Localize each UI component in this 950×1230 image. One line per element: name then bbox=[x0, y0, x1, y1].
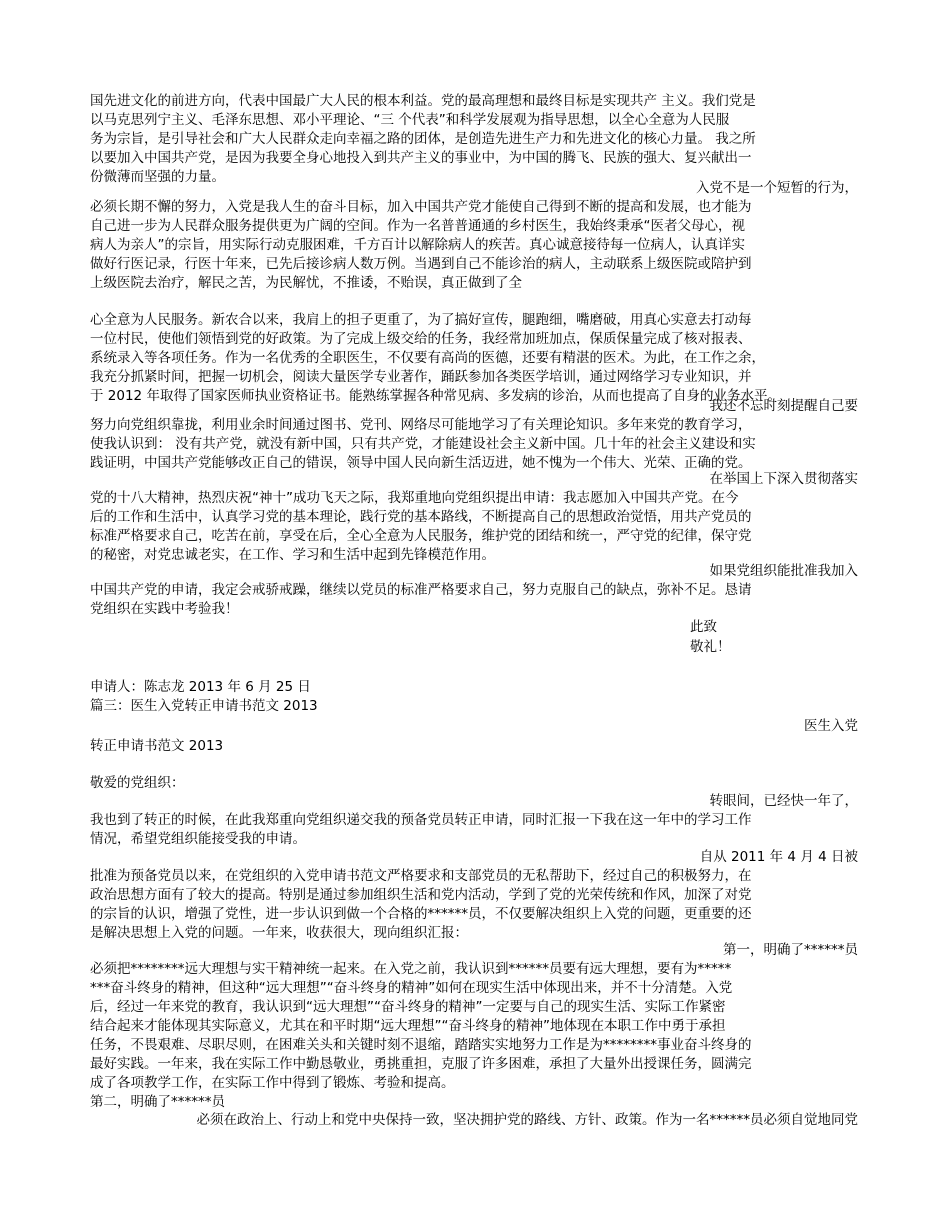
text-line: 务为宗旨，是引导社会和广大人民群众走向幸福之路的团体，是创造先进生产力和先进文化的核心力量。 我之所 bbox=[90, 131, 756, 147]
closing-line: 敬礼！ bbox=[690, 639, 731, 655]
text-line: 的宗旨的认识，增强了党性，进一步认识到做一个合格的******员，不仅要解决组织上入党的问题，更重要的还 bbox=[90, 906, 752, 922]
text-line: 任务，不畏艰难、尽职尽则，在困难关头和关键时刻不退缩，踏踏实实地努力工作是为********事业奋斗终身的 bbox=[90, 1037, 752, 1053]
closing-line: 此致 bbox=[690, 619, 717, 635]
text-line: 转正申请书范文 2013 bbox=[90, 738, 224, 754]
salutation: 敬爱的党组织： bbox=[90, 775, 185, 791]
text-line: 在举国上下深入贯彻落实 bbox=[709, 471, 858, 487]
text-line: 必须长期不懈的努力，入党是我人生的奋斗目标，加入中国共产党才能使自己得到不断的提高和发展，也才能为 bbox=[90, 199, 752, 215]
text-line: 使我认识到： 没有共产党，就没有新中国，只有共产党，才能建设社会主义新中国。几十年的社会主义建设和实 bbox=[90, 436, 756, 452]
text-line: 是解决思想上入党的问题。一年来，收获很大，现向组织汇报： bbox=[90, 925, 468, 941]
text-line: 系统录入等各项任务。作为一名优秀的全职医生，不仅要有高尚的医德，还要有精湛的医术。为此，在工作之余， bbox=[90, 350, 765, 366]
text-line: 情况，希望党组织能接受我的申请。 bbox=[90, 831, 306, 847]
text-line: 党组织在实践中考验我！ bbox=[90, 601, 239, 617]
text-line: 如果党组织能批准我加入 bbox=[709, 563, 858, 579]
text-line: 必须把********远大理想与实干精神统一起来。在入党之前，我认识到******员要有远大理想，要有为***** bbox=[90, 961, 732, 977]
text-line: 以马克思列宁主义、毛泽东思想、邓小平理论、“三 个代表”和科学发展观为指导思想，以全心全意为人民服 bbox=[90, 112, 730, 128]
text-line: 标准严格要求自己，吃苦在前，享受在后，全心全意为人民服务，维护党的团结和统一，严守党的纪律，保守党 bbox=[90, 528, 752, 544]
text-line: 批准为预备党员以来，在党组织的入党申请书范文严格要求和支部党员的无私帮助下，经过自己的积极努力，在 bbox=[90, 868, 752, 884]
text-line: 以要加入中国共产党，是因为我要全身心地投入到共产主义的事业中，为中国的腾飞、民族的强大、复兴献出一 bbox=[90, 150, 752, 166]
signature-line: 申请人：陈志龙 2013 年 6 月 25 日 bbox=[90, 679, 311, 695]
text-line: 上级医院去治疗，解民之苦，为民解忧，不推诿，不贻误，真正做到了全 bbox=[90, 275, 522, 291]
text-line: 第二，明确了******员 bbox=[90, 1094, 225, 1110]
text-line: 一位村民，使他们领悟到党的好政策。为了完成上级交给的任务，我经常加班加点，保质保量完成了核对报表、 bbox=[90, 331, 752, 347]
text-line: 份微薄而坚强的力量。 bbox=[90, 169, 225, 185]
text-line: 自从 2011 年 4 月 4 日被 bbox=[699, 849, 858, 865]
text-line: 我也到了转正的时候，在此我郑重向党组织递交我的预备党员转正申请，同时汇报一下我在这一年中的学习工作 bbox=[90, 812, 752, 828]
text-line: 努力向党组织靠拢，利用业余时间通过图书、党刊、网络尽可能地学习了有关理论知识。多年来党的教育学习， bbox=[90, 417, 752, 433]
text-line: 政治思想方面有了较大的提高。特别是通过参加组织生活和党内活动，学到了党的光荣传统和作风，加深了对党 bbox=[90, 887, 752, 903]
text-line: 我还不忘时刻提醒自己要 bbox=[709, 398, 858, 414]
text-line: 自己进一步为人民群众服务提供更为广阔的空间。作为一名普普通通的乡村医生，我始终秉承“医者父母心，视 bbox=[90, 218, 745, 234]
text-line: 病人为亲人”的宗旨，用实际行动克服困难，千方百计以解除病人的疾苦。真心诚意接待每一位病人，认真详实 bbox=[90, 237, 745, 253]
text-line: 党的十八大精神，热烈庆祝“神十”成功飞天之际，我郑重地向党组织提出申请：我志愿加入中国共产党。在今 bbox=[90, 490, 739, 506]
text-line: 入党不是一个短暂的行为， bbox=[696, 180, 858, 196]
text-line: 成了各项教学工作，在实际工作中得到了锻炼、考验和提高。 bbox=[90, 1075, 455, 1091]
section-heading: 篇三：医生入党转正申请书范文 2013 bbox=[90, 698, 318, 714]
text-line: 心全意为人民服务。新农合以来，我肩上的担子更重了，为了搞好宣传，腿跑细，嘴磨破，用真心实意去打动每 bbox=[90, 312, 752, 328]
text-line: 后的工作和生活中，认真学习党的基本理论，践行党的基本路线，不断提高自己的思想政治觉悟，用共产党员的 bbox=[90, 509, 752, 525]
text-line: 必须在政治上、行动上和党中央保持一致，坚决拥护党的路线、方针、政策。作为一名******员必须自觉地同党 bbox=[196, 1112, 858, 1128]
text-line: 于 2012 年取得了国家医师执业资格证书。能熟练掌握各种常见病、多发病的诊治，从而也提高了自身的业务水平。 bbox=[90, 388, 781, 404]
text-line: 做好行医记录，行医十年来，已先后接诊病人数万例。当遇到自己不能诊治的病人，主动联系上级医院或陪护到 bbox=[90, 256, 752, 272]
text-line: 结合起来才能体现其实际意义，尤其在和平时期“远大理想”“奋斗终身的精神”地体现在本职工作中勇于承担 bbox=[90, 1018, 726, 1034]
text-line: 践证明，中国共产党能够改正自己的错误，领导中国人民向新生活迈进，她不愧为一个伟大、光荣、正确的党。 bbox=[90, 455, 752, 471]
text-line: 我充分抓紧时间，把握一切机会，阅读大量医学专业著作，踊跃参加各类医学培训，通过网络学习专业知识，并 bbox=[90, 369, 752, 385]
text-line: 中国共产党的申请，我定会戒骄戒躁，继续以党员的标准严格要求自己，努力克服自己的缺点，弥补不足。恳请 bbox=[90, 582, 752, 598]
text-line: 的秘密，对党忠诚老实，在工作、学习和生活中起到先锋模范作用。 bbox=[90, 547, 495, 563]
text-line: 国先进文化的前进方向，代表中国最广大人民的根本利益。党的最高理想和最终目标是实现共产 主义。我们党是 bbox=[90, 93, 756, 109]
text-line: 转眼间，已经快一年了， bbox=[709, 793, 858, 809]
text-line: 医生入党 bbox=[804, 718, 858, 734]
text-line: 后，经过一年来党的教育，我认识到“远大理想”“奋斗终身的精神”一定要与自己的现实生活、实际工作紧密 bbox=[90, 999, 726, 1015]
text-line: 第一，明确了******员 bbox=[723, 942, 858, 958]
text-line: ***奋斗终身的精神，但这种“远大理想”“奋斗终身的精神”如何在现实生活中体现出来，并不十分清楚。入党 bbox=[90, 980, 733, 996]
text-line: 最好实践。一年来，我在实际工作中勤恳敬业，勇挑重担，克服了许多困难，承担了大量外出授课任务，圆满完 bbox=[90, 1056, 752, 1072]
